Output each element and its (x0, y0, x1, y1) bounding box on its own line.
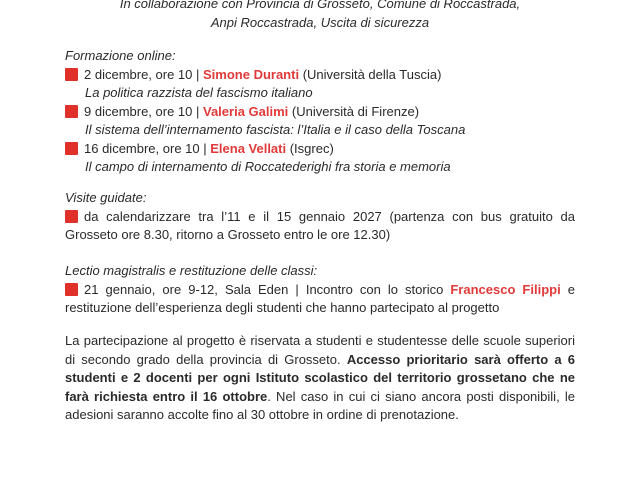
red-square-icon (65, 142, 78, 155)
partecipazione-paragraph (65, 332, 575, 425)
lectio-text-end: e restituzione dell’esperienza degli studenti che hanno partecipato al progetto (65, 281, 575, 315)
header-line-1: In collaborazione con Provincia di Grosseto, Comune di Roccastrada, (119, 0, 521, 11)
red-square-icon (65, 68, 78, 81)
header-line-2: Anpi Roccastrada, Uscita di sicurezza (210, 15, 430, 30)
item-date: 16 dicembre, ore 10 | (84, 140, 211, 156)
visite-section (65, 189, 575, 245)
red-square-icon (65, 105, 78, 118)
visite-heading: Visite guidate: (65, 190, 147, 205)
speaker-affiliation: (Isgrec) (286, 140, 334, 156)
lecture-title: La politica razzista del fascismo italiano (85, 85, 313, 100)
red-square-icon (65, 283, 78, 296)
lecture-title: Il sistema dell’internamento fascista: l’Italia e il caso della Toscana (85, 122, 466, 137)
lecture-title: Il campo di internamento di Roccatederighi fra storia e memoria (85, 159, 451, 174)
partecipazione-text-start: La partecipazione al progetto è riservata a studenti e studentesse delle scuole superiori di secondo grado della provincia di Grosseto. (65, 333, 575, 367)
partecipazione-section (65, 332, 575, 425)
speaker-name: Simone Duranti (203, 66, 300, 82)
lectio-text-start: 21 gennaio, ore 9-12, Sala Eden | Incontro con lo storico (84, 281, 451, 297)
formazione-item (65, 66, 575, 85)
speaker-affiliation: (Università di Firenze) (288, 103, 420, 119)
formazione-heading: Formazione online: (65, 48, 176, 63)
visite-text-paragraph (65, 208, 575, 245)
partecipazione-bold-text: Accesso prioritario sarà offerto a 6 studenti e 2 docenti per ogni Istituto scolastico del territorio grossetano che ne farà richiesta entro il 16 ottobre (65, 351, 575, 404)
speaker-name: Francesco Filippi (450, 281, 561, 297)
speaker-name: Elena Vellati (210, 140, 287, 156)
speaker-affiliation: (Università della Tuscia) (299, 66, 442, 82)
lectio-section (65, 262, 575, 318)
item-date: 9 dicembre, ore 10 | (84, 103, 203, 119)
lectio-heading: Lectio magistralis e restituzione delle classi: (65, 263, 318, 278)
formazione-item (65, 103, 575, 122)
formazione-item (65, 140, 575, 159)
red-square-icon (65, 210, 78, 223)
item-date: 2 dicembre, ore 10 | (84, 66, 203, 82)
lectio-text-paragraph (65, 281, 575, 318)
formazione-section (65, 47, 575, 177)
partecipazione-text-end: . Nel caso in cui ci siano ancora posti disponibili, le adesioni saranno accolte fino al 30 ottobre in ordine di prenotazione. (65, 388, 575, 422)
visite-text: da calendarizzare tra l’11 e il 15 gennaio 2027 (partenza con bus gratuito da Grosseto ore 8.30, ritorno a Grosseto entro le ore 12.30) (65, 208, 575, 242)
header-credits (0, 0, 640, 32)
speaker-name: Valeria Galimi (203, 103, 289, 119)
